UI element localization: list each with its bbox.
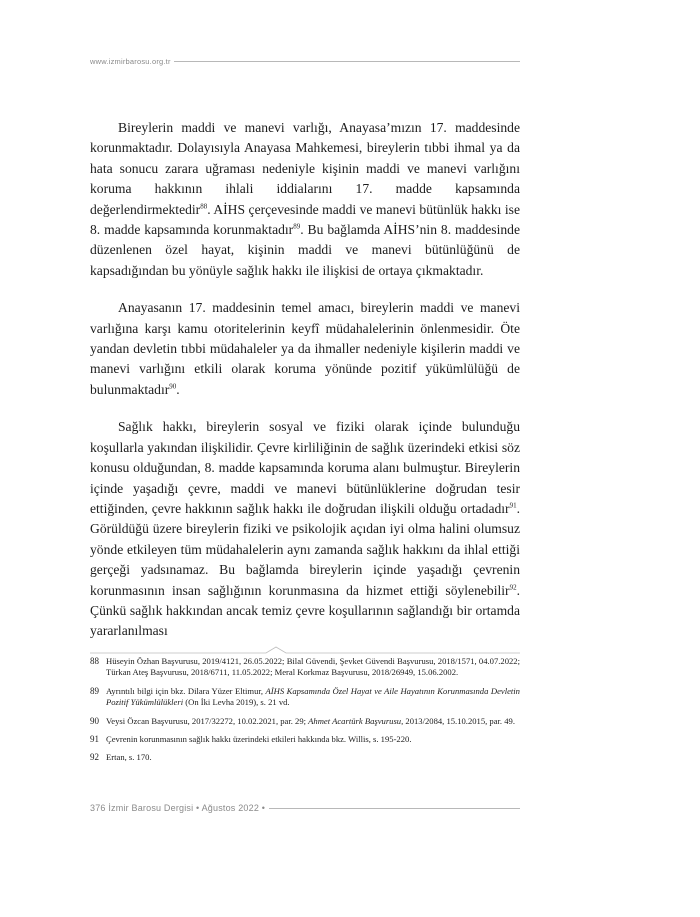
text-run: Anayasanın 17. maddesinin temel amacı, bireylerin maddi ve manevi varlığına karşı kamu otoritelerinin keyfî müdahalelerinin önlenmesidir. Öte yandan devletin tıbbi müdahaleler ya da ihmaller nedeniyle kişilerin maddi ve manevi varlığını etkili olarak koruma yönünde pozitif yükümlülüğü de bulunmaktadır [90, 300, 520, 397]
footnote-reference: 89 [293, 222, 301, 231]
text-run: . Görüldüğü üzere bireylerin fiziki ve psikolojik açıdan iyi olma halini olumsuz yönde etkileyen tüm müdahalelerin aynı zamanda sağlık hakkını da ihlal ettiği gerçeği yadsınamaz. Bu bağlamda bireylerin içinde yaşadığı çevrenin korunmasının insan sağlığının korunmasına da hizmet ettiği söylenebilir [90, 500, 520, 598]
footnotes [90, 656, 520, 771]
footer-rule [269, 808, 520, 809]
text-run: Veysi Özcan Başvurusu, 2017/32272, 10.02.2021, par. 29; [106, 715, 309, 726]
text-run: Hüseyin Özhan Başvurusu, 2019/4121, 26.05.2022; Bilal Güvendi, Şevket Güvendi Başvurusu, 2018/1571, 04.07.2022; Türkan Ateş Başvurusu, 2018/6711, 11.05.2022; Meral Korkmaz Başvurusu, 2018/26949, 15.06.2002. [106, 656, 520, 678]
text-run: Ertan, s. 170. [106, 752, 152, 763]
body-paragraph [90, 298, 520, 400]
footnote-text [106, 752, 520, 763]
footnote-reference: 90 [169, 382, 177, 391]
text-run: Sağlık hakkı, bireylerin sosyal ve fiziki olarak içinde bulunduğu koşullarla yakından ilişkilidir. Çevre kirliliğinin de sağlık üzerindeki etkisi söz konusu olduğundan, 8. madde kapsamında koruma alanı bulmuştur. Bireylerin içinde yaşadığı çevre, maddi ve manevi bütünlüklerine doğrudan tesir ettiğinden, çevre hakkının sağlık hakkı ile doğrudan ilişkili olduğu ortadadır [90, 419, 520, 516]
text-run: . Bu bağlamda AİHS’nin 8. maddesinde düzenlenen özel hayat, kişinin maddi ve manevi bütünlüğünü de kapsadığından bu yönüyle sağlık hakkı ile ilişkisi de ortaya çıkmaktadır. [90, 222, 520, 278]
body-paragraph [90, 417, 520, 641]
text-run: Çevrenin korunmasının sağlık hakkı üzerindeki etkileri hakkında bkz. Willis, s. 195-220. [106, 734, 412, 745]
footnote [90, 686, 520, 709]
text-run: . AİHS çerçevesinde maddi ve manevi bütünlük hakkı ise 8. madde kapsamında korunmaktadır [90, 201, 520, 238]
footnote-reference: 88 [200, 202, 208, 211]
text-run: . [176, 381, 180, 397]
footer-text: 376 İzmir Barosu Dergisi • Ağustos 2022 • [90, 803, 266, 813]
footnote-number: 91 [90, 734, 99, 745]
footnote [90, 656, 520, 679]
footnote [90, 752, 520, 763]
text-run: Ayrıntılı bilgi için bkz. Dilara Yüzer Eltimur, [106, 685, 266, 696]
footnote [90, 716, 520, 727]
text-run: . Çünkü sağlık hakkından ancak temiz çevre koşullarının sağlandığı bir ortamda yararlanılması [90, 582, 520, 639]
body-paragraph [90, 118, 520, 281]
footnote-text [106, 656, 520, 679]
text-run: (On İki Levha 2019), s. 21 vd. [183, 697, 290, 708]
body-text [90, 118, 520, 659]
footnote-reference: 92 [509, 583, 517, 591]
text-run: Bireylerin maddi ve manevi varlığı, Anayasa’mızın 17. maddesinde korunmaktadır. Dolayısıyla Anayasa Mahkemesi, bireylerin tıbbi ihmal ya da hata sonucu zarara uğraması nedeniyle kişinin maddi ve manevi varlığını koruma hakkının ihlali iddialarını 17. madde kapsamında değerlendirmektedir [90, 120, 520, 217]
footnote-divider-line [90, 647, 520, 653]
italic-text: Ahmet Acartürk Başvurusu [308, 715, 402, 726]
header-url[interactable]: www.izmirbarosu.org.tr [90, 56, 171, 66]
page-header [90, 55, 520, 67]
footnote-text [106, 716, 520, 727]
footnote-text [106, 734, 520, 745]
header-rule [174, 61, 520, 62]
footnote-text [106, 686, 520, 709]
footnote-reference: 91 [509, 501, 517, 510]
page-footer [90, 802, 520, 814]
footnote-number: 88 [90, 656, 99, 666]
text-run: , 2013/2084, 15.10.2015, par. 49. [401, 715, 515, 726]
footnote-number: 92 [90, 752, 99, 763]
footnote-number: 90 [90, 715, 99, 726]
footnote-number: 89 [90, 685, 99, 696]
footnote [90, 734, 520, 745]
italic-text: AİHS Kapsamında Özel Hayat ve Aile Hayatının Korunmasında Devletin Pozitif Yükümlülükleri [106, 685, 520, 708]
